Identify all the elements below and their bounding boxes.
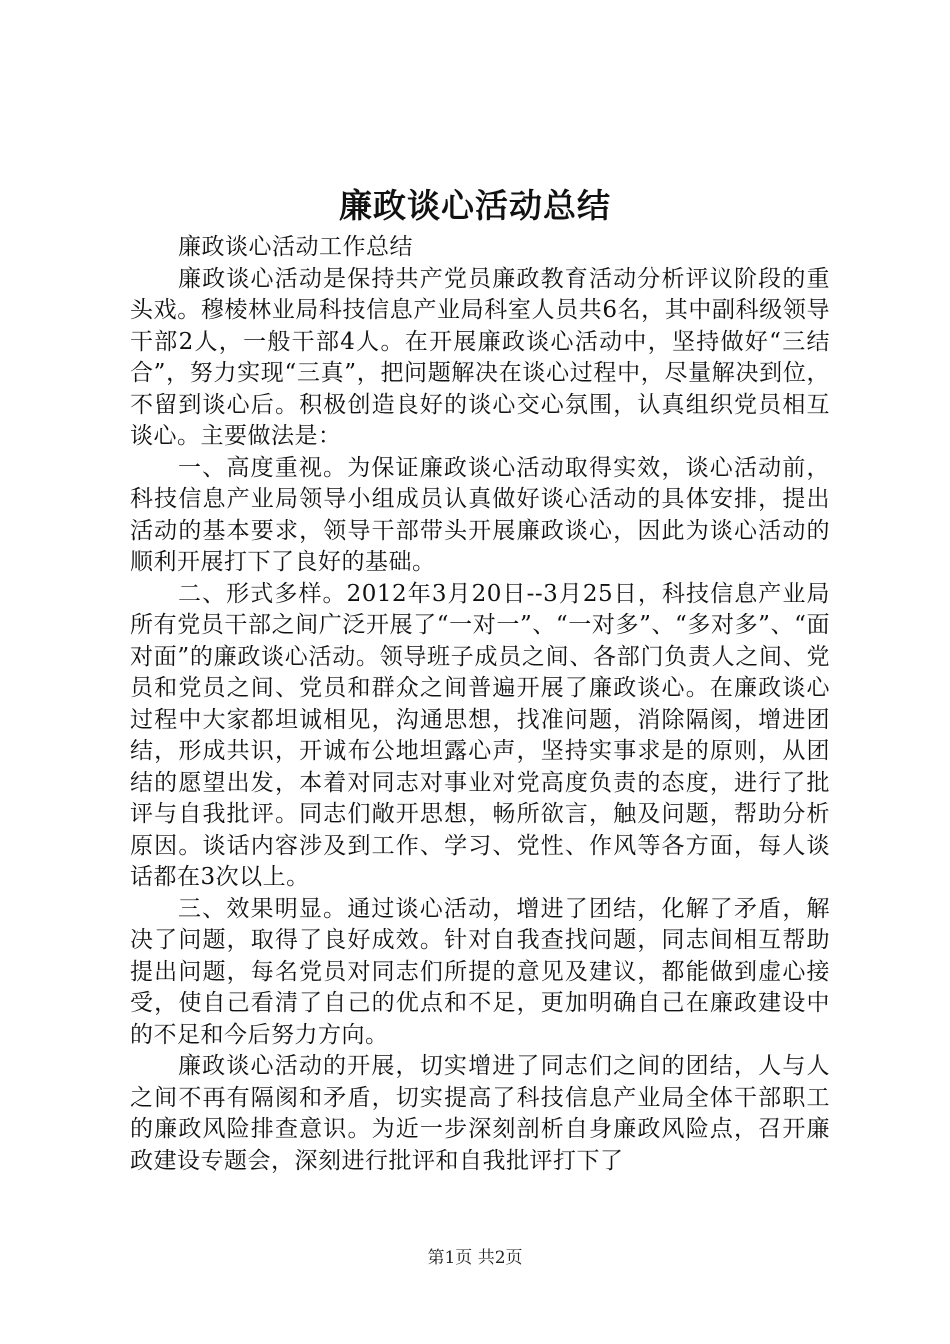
paragraph-section-2: 二、形式多样。2012年3月20日--3月25日，科技信息产业局所有党员干部之间广泛开展了“一对一”、“一对多”、“多对多”、“面对面”的廉政谈心活动。领导班子成员之间、各部门负责人之间、党员和党员之间、党员和群众之间普遍开展了廉政谈心。在廉政谈心过程中大家都坦诚相见，沟通思想，找准问题，消除隔阂，增进团结，形成共识，开诚布公地坦露心声，坚持实事求是的原则，从团结的愿望出发，本着对同志对事业对党高度负责的态度，进行了批评与自我批评。同志们敞开思想，畅所欲言，触及问题，帮助分析原因。谈话内容涉及到工作、学习、党性、作风等各方面，每人谈话都在3次以上。 — [130, 580, 830, 890]
paragraph-intro: 廉政谈心活动是保持共产党员廉政教育活动分析评议阶段的重头戏。穆棱林业局科技信息产业局科室人员共6名，其中副科级领导干部2人，一般干部4人。在开展廉政谈心活动中，坚持做好“三结合”，努力实现“三真”，把问题解决在谈心过程中，尽量解决到位，不留到谈心后。积极创造良好的谈心交心氛围，认真组织党员相互谈心。主要做法是： — [130, 265, 830, 449]
page-footer: 第1页 共2页 — [427, 1248, 523, 1268]
paragraph-subtitle: 廉政谈心活动工作总结 — [178, 234, 413, 260]
paragraph-conclusion: 廉政谈心活动的开展，切实增进了同志们之间的团结，人与人之间不再有隔阂和矛盾，切实提高了科技信息产业局全体干部职工的廉政风险排查意识。为近一步深刻剖析自身廉政风险点，召开廉政建设专题会，深刻进行批评和自我批评打下了 — [130, 1053, 830, 1174]
paragraph-section-3: 三、效果明显。通过谈心活动，增进了团结，化解了矛盾，解决了问题，取得了良好成效。针对自我查找问题，同志间相互帮助提出问题，每名党员对同志们所提的意见及建议，都能做到虚心接受，使自己看清了自己的优点和不足，更加明确自己在廉政建设中的不足和今后努力方向。 — [130, 895, 830, 1048]
document-body — [130, 232, 830, 1177]
document-title: 廉政谈心活动总结 — [339, 186, 611, 225]
paragraph-section-1: 一、高度重视。为保证廉政谈心活动取得实效，谈心活动前，科技信息产业局领导小组成员认真做好谈心活动的具体安排，提出活动的基本要求，领导干部带头开展廉政谈心，因此为谈心活动的顺利开展打下了良好的基础。 — [130, 454, 830, 575]
